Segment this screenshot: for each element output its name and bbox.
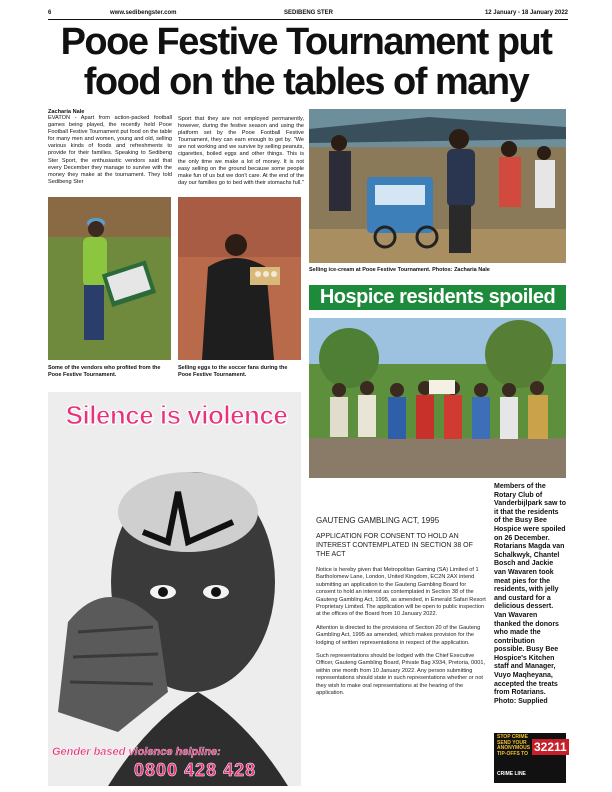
headline xyxy=(40,22,572,102)
headline-line-2: food on the tables of many xyxy=(83,61,529,103)
notice-para-1: Notice is hereby given that Metropolitan Gaming (SA) Limited of 1 Bartholomew Lane, London, United Kingdom, EC2N 2AX intend submitting an application to the Gauteng Gambling Board for consent to hold an interest as contemplated in Section 38 of the Gauteng Gambling Act, 1995, as amended, in Emerald Safari Resort Proprietary Limited. The application will be open to public inspection at the offices of the Board from 10 January 2022. xyxy=(316,567,486,618)
paper-name: SEDIBENG STER xyxy=(284,10,334,16)
hospice-banner: Hospice residents spoiled xyxy=(309,285,566,310)
notice-subheading: APPLICATION FOR CONSENT TO HOLD AN INTEREST CONTEMPLATED IN SECTION 38 OF THE ACT xyxy=(316,533,473,558)
crime-line-footer: CRIME LINE xyxy=(497,771,526,777)
ad-title: Silence is violence xyxy=(65,400,288,430)
helpline-label: Gender based violence helpline: xyxy=(52,746,221,758)
byline: Zacharia Nale xyxy=(48,109,85,115)
crime-line-3: ANONYMOUS xyxy=(497,745,531,752)
eggs-photo xyxy=(178,197,301,360)
crime-line-ad xyxy=(494,733,566,783)
notice-para-3: Such representations should be lodged with the Chief Executive Officer, Gauteng Gambling Board, Private Bag X934, Pretoria, 0001, within one month from 10 January 2022. Any person submitting representations should state in such representations whether or not they wish to make oral representations at the hearing of the application. xyxy=(316,653,486,697)
notice-heading: GAUTENG GAMBLING ACT, 1995 xyxy=(316,516,440,525)
caption-selling-eggs: Selling eggs to the soccer fans during the Pooe Festive Tournament. xyxy=(178,365,288,378)
crime-line-2: SEND YOUR xyxy=(497,739,527,746)
issue-date: 12 January - 18 January 2022 xyxy=(484,10,568,16)
crime-line-number[interactable]: 32211 xyxy=(534,740,567,754)
article-text-2: Sport that they are not employed permanently, however, during the festive season and using the platform set by the Pooe Football Festive Tournament, they can earn enough to get by. "We are not working and we survive by selling peanuts, cigarettes, boiled eggs and other things. This is the only time we make a lot of money. It is not easy selling on the ground because some people make fun of us but we don't care. At the end of the day our families go to bed with their stomachs full." xyxy=(178,116,304,186)
page-number: 6 xyxy=(48,10,52,16)
website[interactable]: www.sedibengster.com xyxy=(110,10,177,16)
gambling-notice xyxy=(316,516,486,704)
portrait-illustration xyxy=(48,392,301,786)
caption-icecream: Selling ice-cream at Pooe Festive Tournament. Photos: Zacharia Nale xyxy=(309,267,490,273)
notice-para-2: Attention is directed to the provisions of Section 20 of the Gauteng Gambling Act, 1995 as amended, which makes provision for the lodging of written representations in respect of the application. xyxy=(316,624,481,646)
caption-vendors: Some of the vendors who profited from the Pooe Festive Tournament. xyxy=(48,365,161,378)
crime-line-1: STOP CRIME xyxy=(497,734,528,740)
page-header xyxy=(48,9,568,20)
hospice-text: Members of the Rotary Club of Vanderbijlpark saw to it that the residents of the Busy Bee Hospice were spoiled on 26 December. Rotarians Magda van Schalkwyk, Chantel Bosch and Jackie van Wavaren took meat pies for the residents, with jelly and custard for a delicious dessert. Van Wavaren thanked the donors who made the contribution possible. Busy Bee Hospice's Kitchen staff and Manager, Vuyo Maqheyana, accepted the treats from Rotarians. Photo: Supplied xyxy=(494,483,566,705)
article-text-1: EVATON - Apart from action-packed football games being played, the recently held Pooe Football Festive Tournament put food on the table for many men and women, young and old, selling various kinds of foods and refreshments to provide for their families. Speaking to Sedibeng Ster Sport, the enthusiastic vendors said that every December they manage to survive with the money they make at the tournament. They told Sedibeng Ster xyxy=(48,115,172,185)
gbv-ad xyxy=(48,392,301,786)
icecream-photo xyxy=(309,109,566,263)
helpline-phone[interactable]: 0800 428 428 xyxy=(134,760,257,780)
hospice-photo xyxy=(309,318,566,478)
crime-line-4: TIP-OFFS TO xyxy=(497,750,529,757)
crime-ad-text xyxy=(497,735,530,757)
headline-line-1: Pooe Festive Tournament put xyxy=(60,21,552,63)
vendor-photo xyxy=(48,197,171,360)
article-col-1 xyxy=(48,109,172,186)
